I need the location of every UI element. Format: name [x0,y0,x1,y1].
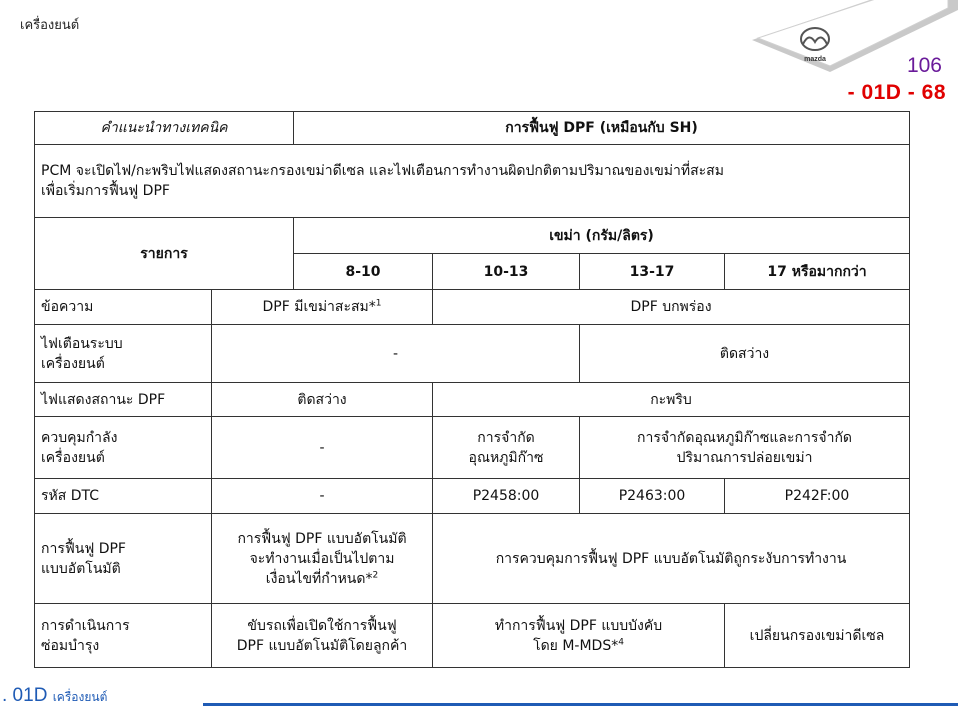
cell: การจำกัดอุณหภูมิก๊าซและการจำกัด ปริมาณการปล่อยเขม่า [580,417,910,479]
intro-line-1: PCM จะเปิดไฟ/กะพริบไฟแสดงสถานะกรองเขม่าดีเซล และไฟเตือนการทำงานผิดปกติตามปริมาณของเขม่าที่สะสม [41,163,724,179]
table-row-warning [35,325,910,383]
range-3: 13-17 [580,254,725,290]
cell: กะพริบ [433,383,910,417]
range-4: 17 หรือมากกว่า [725,254,910,290]
table-row-message [35,290,910,325]
cell: ทำการฟื้นฟู DPF แบบบังคับ โดย M-MDS*$^4$ [433,604,725,668]
intro-row [35,145,910,218]
title-right: การฟื้นฟู DPF (เหมือนกับ SH) [294,112,910,145]
range-2: 10-13 [433,254,580,290]
table-title-row [35,112,910,145]
cell: P2463:00 [580,479,725,514]
item-header: รายการ [35,218,294,290]
cell: - [212,325,580,383]
soot-header: เขม่า (กรัม/ลิตร) [294,218,910,254]
cell: DPF มีเขม่าสะสม*$^1$ [212,290,433,325]
table-row-dtc [35,479,910,514]
footer-section: เครื่องยนต์ [52,690,108,704]
row-label: รหัส DTC [35,479,212,514]
page-number: 106 [906,54,942,77]
cell: P2458:00 [433,479,580,514]
table-row-power [35,417,910,479]
row-label: ไฟเตือนระบบ เครื่องยนต์ [35,325,212,383]
title-left: คำแนะนำทางเทคนิค [35,112,294,145]
footer-code: . 01D [2,685,48,706]
brand-text: mazda [804,56,826,63]
cell: การจำกัด อุณหภูมิก๊าซ [433,417,580,479]
intro-line-2: เพื่อเริ่มการฟื้นฟู DPF [41,183,170,199]
cell: - [212,417,433,479]
footer-label [2,685,107,707]
range-1: 8-10 [294,254,433,290]
table-row-dpf-light [35,383,910,417]
cell: ติดสว่าง [580,325,910,383]
cell: ติดสว่าง [212,383,433,417]
header-row-1 [35,218,910,254]
cell: DPF บกพร่อง [433,290,910,325]
cell: การควบคุมการฟื้นฟู DPF แบบอัตโนมัติถูกระงับการทำงาน [433,514,910,604]
cell: ขับรถเพื่อเปิดใช้การฟื้นฟู DPF แบบอัตโนมัติโดยลูกค้า [212,604,433,668]
row-label: ข้อความ [35,290,212,325]
row-label: ควบคุมกำลัง เครื่องยนต์ [35,417,212,479]
dpf-regeneration-table [34,111,910,668]
row-label: ไฟแสดงสถานะ DPF [35,383,212,417]
intro-text [35,145,910,218]
cell: - [212,479,433,514]
row-label: การฟื้นฟู DPF แบบอัตโนมัติ [35,514,212,604]
cell: P242F:00 [725,479,910,514]
cell: เปลี่ยนกรองเขม่าดีเซล [725,604,910,668]
footer-divider [203,703,958,706]
section-title: เครื่องยนต์ [20,18,80,33]
table-row-repair [35,604,910,668]
page-code: - 01D - 68 [847,81,946,104]
table-row-auto-regen [35,514,910,604]
row-label: การดำเนินการ ซ่อมบำรุง [35,604,212,668]
cell: การฟื้นฟู DPF แบบอัตโนมัติ จะทำงานเมื่อเป็นไปตาม เงื่อนไขที่กำหนด*$^2$ [212,514,433,604]
